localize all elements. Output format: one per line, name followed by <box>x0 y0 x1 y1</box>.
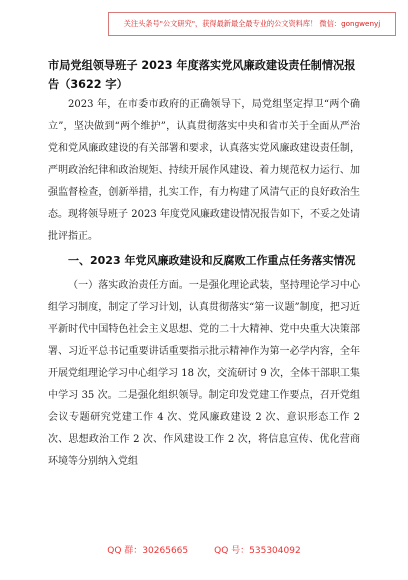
promo-banner-text: 关注头条号"公文研究"，获得最新最全最专业的公文资料库！ 微信：gongwenyj <box>123 19 381 28</box>
paragraph-intro: 2023 年，在市委市政府的正确领导下，局党组坚定捍卫“两个确立”，坚决做到“两个维护”，认真贯彻落实中央和省市关于全面从严治党和党风廉政建设的有关部署和要求，认真落实党风廉政建设责任制，严明政治纪律和政治规矩、持续开展作风建设、着力规范权力运行、加强监督检查，创新举措，扎实工作，有力构建了风清气正的良好政治生态。现将领导班子 2023 年度党风廉政建设情况报告如下，不妥之处请批评指正。 <box>48 99 360 242</box>
contact-footer <box>0 543 408 563</box>
section-heading-1: 一、2023 年党风廉政建设和反腐败工作重点任务落实情况 <box>68 254 356 267</box>
paragraph-political-responsibility: （一）落实政治责任方面。一是强化理论武装，坚持理论学习中心组学习制度，制定了学习计划，认真贯彻落实“第一议题”制度，把习近平新时代中国特色社会主义思想、党的二十大精神、党中央重大决策部署、习近平总书记重要讲话重要指示批示精神作为第一必学内容，全年开展党组理论学习中心组学习 18 次，交流研讨 9 次，全体干部职工集中学习 35 次。二是强化组织领导。制定印发党建工作要点，召开党组会议专题研究党建工作 4 次、党风廉政建设 2 次、意识形态工作 2 次、思想政治工作 2 次、作风建设工作 2 次，将信息宣传、优化营商环境等分别纳入党组 <box>48 280 360 467</box>
qq-number-text: QQ 号：535304092 <box>214 546 301 556</box>
promo-banner <box>108 12 396 36</box>
document-title: 市局党组领导班子 2023 年度落实党风廉政建设责任制情况报告（3622 字） <box>48 59 356 91</box>
document-body <box>48 56 360 473</box>
qq-group-text: QQ 群：30265665 <box>107 546 189 556</box>
